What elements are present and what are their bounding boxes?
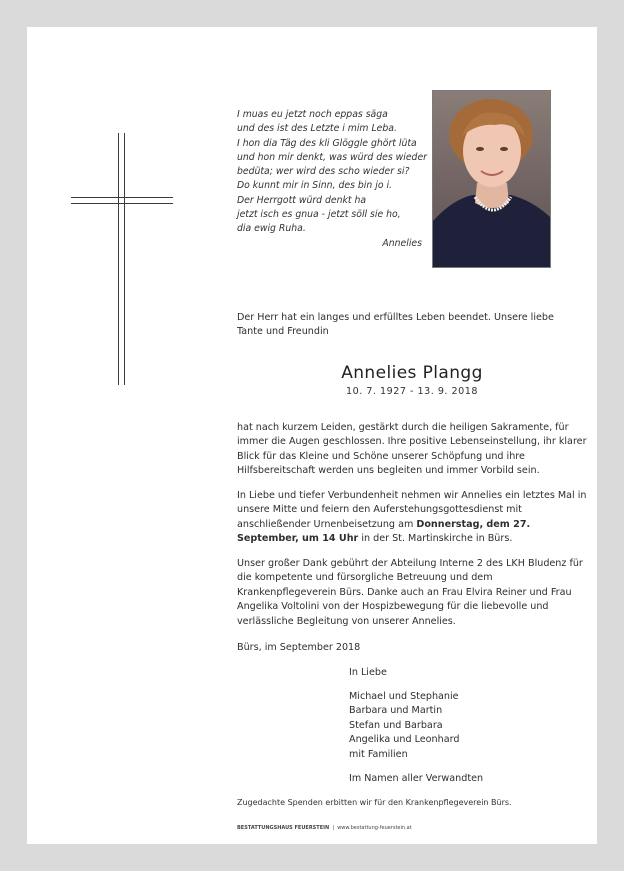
paragraph-service [237, 489, 587, 547]
family-member: Angelika und Leonhard [349, 734, 460, 746]
family-list [349, 690, 569, 762]
service-date: Donnerstag, dem 27. September, um 14 Uhr [237, 518, 531, 545]
cross-vertical-line [118, 133, 119, 385]
service-text: In Liebe und tiefer Verbundenheit nehmen wir Annelies ein letztes Mal in unsere Mitte und feiern den Auferstehungsgottesdienst mit anschließender Urnenbeisetzung am [237, 490, 587, 530]
poem-line: jetzt isch es gnua - jetzt söll sie ho, [237, 209, 401, 221]
poem-signature: Annelies [382, 237, 422, 249]
cross-horizontal-line [71, 197, 173, 198]
poem-line: I hon dia Täg des kli Glöggle ghört lüta [237, 137, 417, 149]
poem-line: und hon mir denkt, was würd des wieder [237, 151, 427, 163]
poem-line: bedüta; wer wird des scho wieder si? [237, 166, 410, 178]
place-date: Bürs, im September 2018 [237, 642, 361, 653]
poem-line: Do kunnt mir in Sinn, des bin jo i. [237, 180, 393, 192]
poem [237, 108, 427, 251]
obituary-page [27, 27, 597, 844]
paragraph-passing: hat nach kurzem Leiden, gestärkt durch die heiligen Sakramente, für immer die Augen geschlossen. Ihre positive Lebenseinstellung, ihr klarer Blick für das Kleine und Schöne unserer Schöpfung und ihre Hilfsbereitschaft werden uns begleiten und immer Vorbild sein. [237, 422, 587, 477]
family-member: Barbara und Martin [349, 705, 443, 717]
poem-line: dia ewig Ruha. [237, 223, 306, 235]
life-dates: 10. 7. 1927 - 13. 9. 2018 [346, 386, 478, 397]
family-member: mit Familien [349, 748, 408, 760]
cross-horizontal-line [71, 203, 173, 204]
footer-separator: | [332, 825, 335, 831]
poem-line: Der Herrgott würd denkt ha [237, 194, 367, 206]
service-location: in der St. Martinskirche in Bürs. [358, 533, 513, 545]
family-member: Stefan und Barbara [349, 719, 443, 731]
footer [237, 825, 412, 831]
funeral-home-name: BESTATTUNGSHAUS FEUERSTEIN [237, 825, 330, 831]
paragraph-thanks: Unser großer Dank gebührt der Abteilung Interne 2 des LKH Bludenz für die kompetente und fürsorgliche Betreuung und dem Krankenpflegeverein Bürs. Danke auch an Frau Elvira Reiner und Frau Angelika Voltolini von der Hospizbewegung für die liebevolle und verlässliche Begleitung von unserer Annelies. [237, 558, 583, 627]
deceased-name: Annelies Plangg [341, 363, 483, 383]
in-liebe: In Liebe [349, 667, 387, 678]
intro-text: Der Herr hat ein langes und erfülltes Leben beendet. Unsere liebe Tante und Freundin [237, 312, 554, 338]
portrait-image [433, 91, 550, 267]
portrait-photo [432, 90, 551, 268]
funeral-home-url[interactable]: www.bestattung-feuerstein.at [337, 825, 412, 831]
donation-note: Zugedachte Spenden erbitten wir für den Krankenpflegeverein Bürs. [237, 798, 512, 807]
cross-vertical-line [124, 133, 125, 385]
family-member: Michael und Stephanie [349, 691, 459, 702]
on-behalf-line: Im Namen aller Verwandten [349, 773, 484, 784]
poem-line: I muas eu jetzt noch eppas säga [237, 109, 388, 120]
poem-line: und des ist des Letzte i mim Leba. [237, 123, 397, 135]
